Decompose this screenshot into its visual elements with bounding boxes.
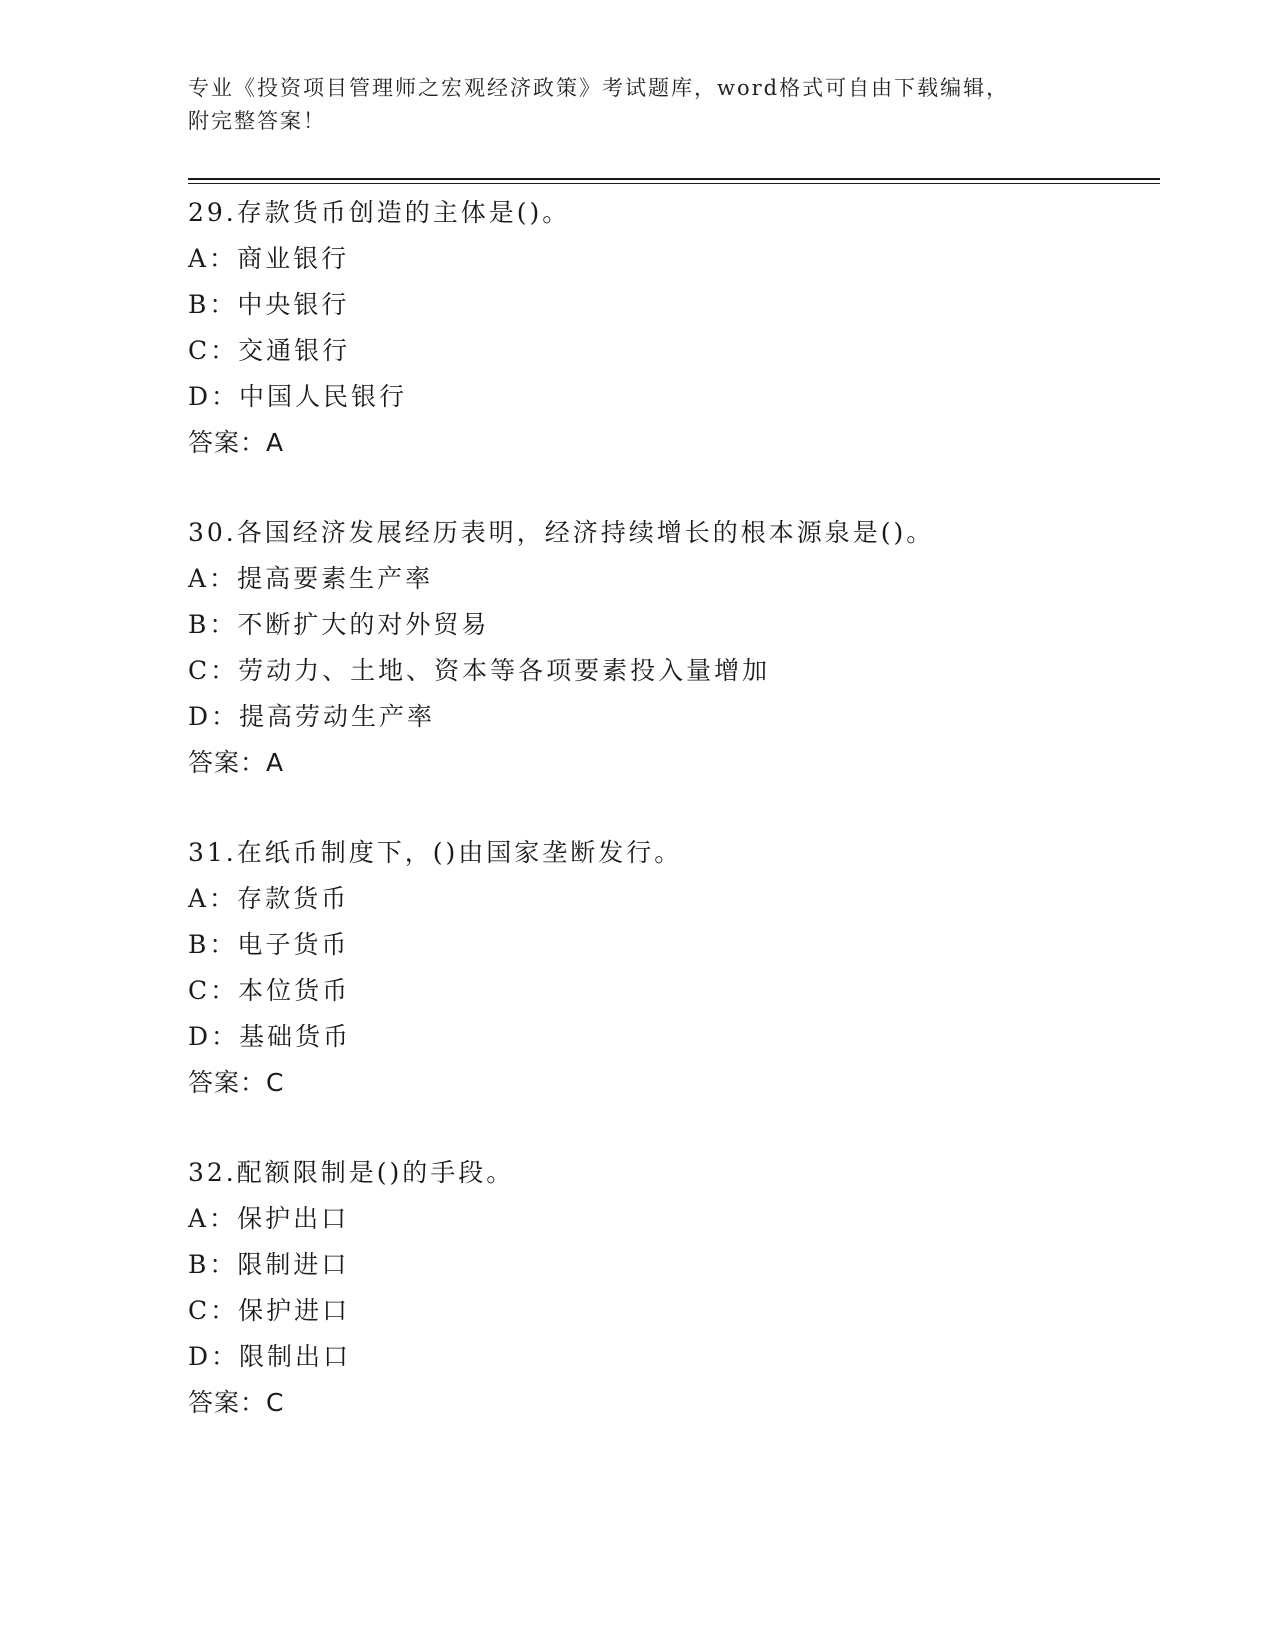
option-b [188,282,1148,328]
option-text: 提高要素生产率 [237,564,434,593]
option-a [188,556,1148,602]
option-text: 电子货币 [237,930,350,959]
option-text: 商业银行 [237,244,350,273]
option-letter: A： [188,884,238,913]
option-c [188,1288,1148,1334]
option-text: 保护出口 [237,1204,350,1233]
option-text: 中国人民银行 [239,382,408,411]
option-letter: D： [188,1342,240,1371]
question-stem: 30.各国经济发展经历表明，经济持续增长的根本源泉是()。 [188,518,935,547]
option-text: 限制出口 [239,1342,352,1371]
option-c [188,968,1148,1014]
option-text: 中央银行 [237,290,350,319]
option-text: 存款货币 [237,884,350,913]
option-letter: B： [188,1250,238,1279]
option-letter: A： [188,1204,238,1233]
option-text: 限制进口 [237,1250,350,1279]
option-d [188,694,1148,740]
header-line-2: 附完整答案！ [188,109,326,133]
option-letter: C： [188,336,239,365]
option-a [188,876,1148,922]
question-31 [188,830,1148,1106]
answer-line: 答案：A [188,428,285,457]
answer-line: 答案：C [188,1068,285,1097]
header-line-1: 专业《投资项目管理师之宏观经济政策》考试题库，word格式可自由下载编辑， [188,76,1010,100]
header-divider-thick [188,178,1160,180]
option-letter: C： [188,656,239,685]
answer-line: 答案：C [188,1388,285,1417]
option-b [188,602,1148,648]
option-letter: A： [188,564,238,593]
option-b [188,1242,1148,1288]
question-29 [188,190,1148,466]
option-text: 交通银行 [238,336,351,365]
option-letter: C： [188,976,239,1005]
header-divider-thin [188,183,1160,184]
question-stem: 31.在纸币制度下，()由国家垄断发行。 [188,838,683,867]
document-header [188,72,1088,138]
option-letter: C： [188,1296,239,1325]
option-c [188,648,1148,694]
option-letter: A： [188,244,238,273]
option-d [188,374,1148,420]
option-a [188,236,1148,282]
option-b [188,922,1148,968]
option-d [188,1334,1148,1380]
option-d [188,1014,1148,1060]
option-text: 提高劳动生产率 [239,702,436,731]
question-list [188,190,1148,1470]
option-a [188,1196,1148,1242]
question-stem: 29.存款货币创造的主体是()。 [188,198,571,227]
question-32 [188,1150,1148,1426]
option-text: 本位货币 [238,976,351,1005]
option-text: 不断扩大的对外贸易 [237,610,490,639]
option-text: 保护进口 [238,1296,351,1325]
question-stem: 32.配额限制是()的手段。 [188,1158,515,1187]
option-letter: D： [188,1022,240,1051]
option-text: 基础货币 [239,1022,352,1051]
option-c [188,328,1148,374]
question-30 [188,510,1148,786]
option-letter: B： [188,290,238,319]
answer-line: 答案：A [188,748,285,777]
option-letter: B： [188,930,238,959]
option-letter: D： [188,702,240,731]
option-text: 劳动力、土地、资本等各项要素投入量增加 [238,656,771,685]
option-letter: D： [188,382,240,411]
option-letter: B： [188,610,238,639]
